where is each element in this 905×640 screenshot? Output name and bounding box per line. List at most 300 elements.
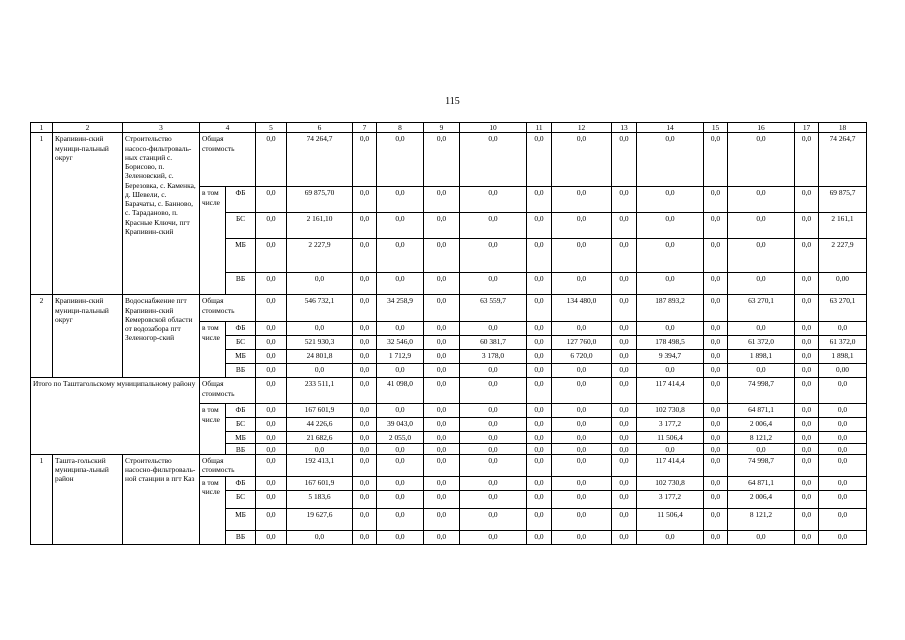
value-cell: 0,0: [424, 364, 460, 378]
value-cell: 0,0: [256, 530, 287, 544]
value-cell: 0,0: [704, 187, 728, 213]
value-cell: 0,0: [256, 418, 287, 432]
block-total-row: [31, 378, 867, 404]
source-label-fb: ФБ: [226, 187, 256, 213]
value-cell: 521 930,3: [287, 336, 353, 350]
value-cell: 69 875,70: [287, 187, 353, 213]
value-cell: 0,0: [704, 476, 728, 490]
source-label-vb: ВБ: [226, 530, 256, 544]
value-cell: 0,0: [424, 508, 460, 530]
value-cell: 0,0: [552, 213, 612, 239]
value-cell: 0,0: [424, 418, 460, 432]
value-cell: 0,0: [527, 490, 552, 508]
value-cell: 0,0: [527, 336, 552, 350]
value-cell: 1 898,1: [728, 350, 795, 364]
value-cell: 0,0: [527, 432, 552, 443]
value-cell: 0,0: [353, 322, 377, 336]
value-cell: 74 264,7: [819, 133, 867, 187]
value-cell: 0,0: [819, 322, 867, 336]
value-cell: 0,0: [460, 378, 527, 404]
value-cell: 0,0: [612, 443, 637, 454]
header-cell: 14: [637, 123, 704, 133]
row-number: 1: [31, 454, 53, 544]
value-cell: 0,0: [460, 418, 527, 432]
value-cell: 0,0: [728, 443, 795, 454]
value-cell: 0,0: [527, 378, 552, 404]
value-cell: 0,0: [424, 454, 460, 476]
value-cell: 0,0: [424, 432, 460, 443]
value-cell: 0,0: [612, 454, 637, 476]
block-total-row: [31, 454, 867, 476]
value-cell: 0,0: [377, 364, 424, 378]
value-cell: 0,0: [460, 133, 527, 187]
value-cell: 0,0: [704, 530, 728, 544]
municipality-name: Ташта-гольский муниципа-льный район: [53, 454, 123, 544]
value-cell: 0,0: [527, 476, 552, 490]
value-cell: 0,0: [819, 490, 867, 508]
value-cell: 178 498,5: [637, 336, 704, 350]
value-cell: 0,0: [424, 322, 460, 336]
value-cell: 0,0: [460, 508, 527, 530]
municipality-name: Крапивин-ский муници-пальный округ: [53, 133, 123, 295]
value-cell: 0,0: [552, 133, 612, 187]
value-cell: 0,0: [704, 133, 728, 187]
header-cell: 6: [287, 123, 353, 133]
source-label-bs: БС: [226, 418, 256, 432]
value-cell: 0,0: [612, 508, 637, 530]
value-cell: 0,0: [256, 273, 287, 295]
value-cell: 0,0: [819, 443, 867, 454]
value-cell: 0,0: [637, 133, 704, 187]
value-cell: 0,0: [256, 364, 287, 378]
value-cell: 74 264,7: [287, 133, 353, 187]
value-cell: 0,0: [256, 322, 287, 336]
value-cell: 0,0: [552, 378, 612, 404]
value-cell: 41 098,0: [377, 378, 424, 404]
source-label-mb: МБ: [226, 239, 256, 273]
value-cell: 192 413,1: [287, 454, 353, 476]
value-cell: 0,0: [353, 364, 377, 378]
value-cell: 0,0: [612, 378, 637, 404]
header-cell: 7: [353, 123, 377, 133]
header-cell: 4: [200, 123, 256, 133]
value-cell: 0,0: [704, 364, 728, 378]
value-cell: 0,0: [424, 133, 460, 187]
value-cell: 2 006,4: [728, 418, 795, 432]
value-cell: 0,0: [527, 239, 552, 273]
source-label-vb: ВБ: [226, 273, 256, 295]
value-cell: 39 043,0: [377, 418, 424, 432]
value-cell: 0,0: [728, 133, 795, 187]
value-cell: 0,0: [460, 187, 527, 213]
value-cell: 0,0: [728, 213, 795, 239]
value-cell: 3 177,2: [637, 490, 704, 508]
value-cell: 0,0: [460, 476, 527, 490]
source-label-bs: БС: [226, 490, 256, 508]
value-cell: 0,0: [612, 187, 637, 213]
value-cell: 0,0: [256, 476, 287, 490]
value-cell: 0,0: [256, 508, 287, 530]
total-cost-label: Общая стоимость: [200, 133, 256, 187]
header-cell: 8: [377, 123, 424, 133]
value-cell: 0,0: [527, 350, 552, 364]
source-label-mb: МБ: [226, 350, 256, 364]
value-cell: 74 998,7: [728, 378, 795, 404]
value-cell: 0,0: [552, 418, 612, 432]
value-cell: 0,0: [552, 454, 612, 476]
value-cell: 0,0: [287, 530, 353, 544]
value-cell: 0,0: [795, 508, 819, 530]
value-cell: 3 177,2: [637, 418, 704, 432]
value-cell: 0,0: [704, 350, 728, 364]
header-cell: 13: [612, 123, 637, 133]
value-cell: 0,0: [460, 432, 527, 443]
value-cell: 0,0: [353, 239, 377, 273]
value-cell: 0,0: [377, 508, 424, 530]
value-cell: 0,0: [612, 273, 637, 295]
value-cell: 0,0: [552, 239, 612, 273]
value-cell: 0,0: [424, 378, 460, 404]
value-cell: 2 227,9: [819, 239, 867, 273]
value-cell: 0,0: [424, 476, 460, 490]
value-cell: 0,0: [377, 273, 424, 295]
value-cell: 0,0: [424, 336, 460, 350]
row-number: 1: [31, 133, 53, 295]
value-cell: 2 161,1: [819, 213, 867, 239]
value-cell: 117 414,4: [637, 378, 704, 404]
block-total-row: [31, 133, 867, 187]
value-cell: 0,0: [353, 418, 377, 432]
header-cell: 17: [795, 123, 819, 133]
value-cell: 0,0: [353, 443, 377, 454]
value-cell: 0,0: [353, 530, 377, 544]
value-cell: 0,0: [527, 295, 552, 322]
value-cell: 117 414,4: [637, 454, 704, 476]
value-cell: 0,0: [795, 454, 819, 476]
value-cell: 0,0: [256, 432, 287, 443]
value-cell: 167 601,9: [287, 404, 353, 418]
value-cell: 0,0: [424, 404, 460, 418]
value-cell: 0,0: [795, 273, 819, 295]
value-cell: 0,0: [460, 443, 527, 454]
value-cell: 2 006,4: [728, 490, 795, 508]
value-cell: 63 270,1: [819, 295, 867, 322]
value-cell: 0,0: [612, 364, 637, 378]
value-cell: 0,0: [377, 239, 424, 273]
value-cell: 0,0: [377, 490, 424, 508]
total-cost-label: Общая стоимость: [200, 295, 256, 322]
value-cell: 0,0: [819, 508, 867, 530]
value-cell: 0,0: [460, 273, 527, 295]
value-cell: 5 183,6: [287, 490, 353, 508]
value-cell: 0,0: [795, 350, 819, 364]
value-cell: 0,0: [256, 378, 287, 404]
value-cell: 0,0: [637, 443, 704, 454]
value-cell: 0,0: [353, 187, 377, 213]
value-cell: 0,0: [637, 322, 704, 336]
value-cell: 0,0: [377, 133, 424, 187]
value-cell: 6 720,0: [552, 350, 612, 364]
value-cell: 0,0: [353, 273, 377, 295]
value-cell: 1 712,9: [377, 350, 424, 364]
value-cell: 0,0: [612, 530, 637, 544]
value-cell: 0,0: [819, 418, 867, 432]
value-cell: 0,0: [460, 239, 527, 273]
value-cell: 32 546,0: [377, 336, 424, 350]
header-cell: 9: [424, 123, 460, 133]
value-cell: 0,0: [527, 508, 552, 530]
value-cell: 0,0: [612, 295, 637, 322]
header-cell: 11: [527, 123, 552, 133]
value-cell: 0,0: [424, 350, 460, 364]
value-cell: 0,0: [552, 530, 612, 544]
source-label-vb: ВБ: [226, 443, 256, 454]
value-cell: 0,0: [728, 239, 795, 273]
header-cell: 2: [53, 123, 123, 133]
header-cell: 15: [704, 123, 728, 133]
value-cell: 74 998,7: [728, 454, 795, 476]
header-cell: 5: [256, 123, 287, 133]
value-cell: 0,0: [527, 454, 552, 476]
value-cell: 0,0: [552, 187, 612, 213]
value-cell: 0,0: [353, 508, 377, 530]
value-cell: 0,0: [552, 404, 612, 418]
value-cell: 0,0: [256, 213, 287, 239]
value-cell: 0,0: [377, 187, 424, 213]
value-cell: 0,0: [424, 530, 460, 544]
value-cell: 0,0: [552, 508, 612, 530]
value-cell: 64 871,1: [728, 476, 795, 490]
value-cell: 0,0: [612, 322, 637, 336]
value-cell: 0,0: [819, 454, 867, 476]
value-cell: 0,0: [704, 295, 728, 322]
value-cell: 0,0: [353, 490, 377, 508]
value-cell: 2 055,0: [377, 432, 424, 443]
value-cell: 63 270,1: [728, 295, 795, 322]
value-cell: 0,0: [795, 418, 819, 432]
header-cell: 1: [31, 123, 53, 133]
value-cell: 0,0: [795, 322, 819, 336]
value-cell: 64 871,1: [728, 404, 795, 418]
object-name: Строительство насосно-фильтроваль-ной станции в пгт Каз: [123, 454, 200, 544]
value-cell: 0,0: [819, 530, 867, 544]
value-cell: 0,0: [552, 322, 612, 336]
value-cell: 0,0: [424, 187, 460, 213]
value-cell: 0,0: [527, 133, 552, 187]
value-cell: 0,0: [377, 454, 424, 476]
value-cell: 61 372,0: [819, 336, 867, 350]
value-cell: 0,0: [819, 378, 867, 404]
value-cell: 0,0: [704, 213, 728, 239]
value-cell: 0,0: [704, 443, 728, 454]
header-cell: 16: [728, 123, 795, 133]
value-cell: 0,0: [256, 490, 287, 508]
value-cell: 0,0: [353, 336, 377, 350]
source-label-fb: ФБ: [226, 404, 256, 418]
value-cell: 0,0: [704, 273, 728, 295]
value-cell: 0,0: [256, 454, 287, 476]
value-cell: 0,0: [256, 239, 287, 273]
value-cell: 0,0: [552, 490, 612, 508]
value-cell: 0,0: [795, 432, 819, 443]
value-cell: 0,0: [637, 213, 704, 239]
value-cell: 0,0: [460, 454, 527, 476]
value-cell: 0,0: [460, 490, 527, 508]
value-cell: 233 511,1: [287, 378, 353, 404]
value-cell: 0,0: [460, 530, 527, 544]
value-cell: 102 730,8: [637, 404, 704, 418]
value-cell: 2 227,9: [287, 239, 353, 273]
value-cell: 0,0: [795, 404, 819, 418]
value-cell: 0,0: [527, 273, 552, 295]
value-cell: 0,0: [612, 490, 637, 508]
value-cell: 0,0: [377, 213, 424, 239]
value-cell: 0,0: [256, 295, 287, 322]
source-label-bs: БС: [226, 336, 256, 350]
object-name: Строительство насосо-фильтроваль-ных станций с. Борисово, п. Зеленовский, с. Березовка, с. Каменка, д. Шевели, с. Барачаты, с. Банново, с. Тараданово, п. Красные Ключи, пгт Крапивин-ский: [123, 133, 200, 295]
value-cell: 0,0: [819, 476, 867, 490]
source-label-bs: БС: [226, 213, 256, 239]
value-cell: 0,0: [353, 378, 377, 404]
value-cell: 0,0: [527, 322, 552, 336]
value-cell: 0,0: [460, 404, 527, 418]
value-cell: 0,0: [527, 418, 552, 432]
header-cell: 12: [552, 123, 612, 133]
value-cell: 0,0: [527, 443, 552, 454]
value-cell: 0,0: [728, 364, 795, 378]
value-cell: 0,0: [637, 364, 704, 378]
value-cell: 0,0: [704, 490, 728, 508]
header-cell: 3: [123, 123, 200, 133]
value-cell: 1 898,1: [819, 350, 867, 364]
value-cell: 0,0: [795, 133, 819, 187]
value-cell: 0,00: [819, 364, 867, 378]
value-cell: 61 372,0: [728, 336, 795, 350]
value-cell: 0,0: [612, 133, 637, 187]
value-cell: 19 627,6: [287, 508, 353, 530]
value-cell: 9 394,7: [637, 350, 704, 364]
value-cell: 0,0: [353, 454, 377, 476]
source-label-mb: МБ: [226, 508, 256, 530]
value-cell: 0,0: [795, 530, 819, 544]
including-label: в том числе: [200, 476, 226, 544]
including-label: в том числе: [200, 322, 226, 378]
value-cell: 2 161,10: [287, 213, 353, 239]
value-cell: 0,0: [424, 490, 460, 508]
value-cell: 11 506,4: [637, 508, 704, 530]
value-cell: 60 381,7: [460, 336, 527, 350]
value-cell: 0,0: [704, 336, 728, 350]
value-cell: 134 480,0: [552, 295, 612, 322]
value-cell: 21 682,6: [287, 432, 353, 443]
value-cell: 0,0: [795, 239, 819, 273]
budget-table: [30, 122, 867, 545]
municipality-name: Крапивин-ский муници-пальный округ: [53, 295, 123, 378]
value-cell: 0,0: [256, 336, 287, 350]
value-cell: 0,0: [256, 404, 287, 418]
value-cell: 0,0: [353, 404, 377, 418]
value-cell: 0,0: [795, 187, 819, 213]
value-cell: 0,0: [256, 350, 287, 364]
value-cell: 0,0: [377, 476, 424, 490]
value-cell: 0,0: [704, 404, 728, 418]
value-cell: 0,0: [460, 213, 527, 239]
value-cell: 546 732,1: [287, 295, 353, 322]
value-cell: 0,0: [612, 350, 637, 364]
value-cell: 3 178,0: [460, 350, 527, 364]
value-cell: 24 801,8: [287, 350, 353, 364]
including-label: в том числе: [200, 187, 226, 295]
block-total-row: [31, 295, 867, 322]
value-cell: 0,0: [527, 530, 552, 544]
value-cell: 0,0: [795, 213, 819, 239]
value-cell: 0,0: [353, 213, 377, 239]
header-row: [31, 123, 867, 133]
value-cell: 0,0: [728, 273, 795, 295]
value-cell: 0,0: [424, 295, 460, 322]
source-label-mb: МБ: [226, 432, 256, 443]
value-cell: 0,0: [460, 322, 527, 336]
value-cell: 34 258,9: [377, 295, 424, 322]
value-cell: 0,0: [552, 432, 612, 443]
value-cell: 0,0: [819, 432, 867, 443]
value-cell: 69 875,7: [819, 187, 867, 213]
value-cell: 11 506,4: [637, 432, 704, 443]
page-number: 115: [445, 96, 460, 107]
value-cell: 8 121,2: [728, 432, 795, 443]
value-cell: 0,0: [704, 432, 728, 443]
value-cell: 0,0: [256, 133, 287, 187]
value-cell: 8 121,2: [728, 508, 795, 530]
object-name: Водоснабжение пгт Крапивин-ский Кемеровской области от водозабора пгт Зеленогор-ский: [123, 295, 200, 378]
value-cell: 0,0: [377, 443, 424, 454]
value-cell: 0,0: [424, 239, 460, 273]
value-cell: 0,0: [795, 476, 819, 490]
value-cell: 0,0: [287, 443, 353, 454]
value-cell: 0,0: [704, 322, 728, 336]
value-cell: 127 760,0: [552, 336, 612, 350]
value-cell: 0,0: [819, 404, 867, 418]
value-cell: 0,0: [637, 530, 704, 544]
value-cell: 44 226,6: [287, 418, 353, 432]
including-label: в том числе: [200, 404, 226, 455]
source-label-vb: ВБ: [226, 364, 256, 378]
header-cell: 18: [819, 123, 867, 133]
total-cost-label: Общая стоимость: [200, 454, 256, 476]
value-cell: 0,0: [704, 378, 728, 404]
value-cell: 0,0: [795, 336, 819, 350]
total-cost-label: Общая стоимость: [200, 378, 256, 404]
value-cell: 0,0: [353, 432, 377, 443]
summary-title: Итого по Таштагольскому муниципальному району: [31, 378, 200, 455]
value-cell: 0,0: [377, 404, 424, 418]
value-cell: 0,0: [552, 443, 612, 454]
value-cell: 0,00: [819, 273, 867, 295]
source-label-fb: ФБ: [226, 322, 256, 336]
value-cell: 0,0: [795, 490, 819, 508]
value-cell: 0,0: [377, 530, 424, 544]
value-cell: 0,0: [552, 273, 612, 295]
header-cell: 10: [460, 123, 527, 133]
value-cell: 0,0: [795, 443, 819, 454]
value-cell: 0,0: [637, 239, 704, 273]
value-cell: 0,0: [353, 350, 377, 364]
value-cell: 0,0: [704, 508, 728, 530]
value-cell: 0,0: [612, 404, 637, 418]
value-cell: 0,0: [377, 322, 424, 336]
value-cell: 0,0: [287, 322, 353, 336]
value-cell: 0,0: [287, 273, 353, 295]
